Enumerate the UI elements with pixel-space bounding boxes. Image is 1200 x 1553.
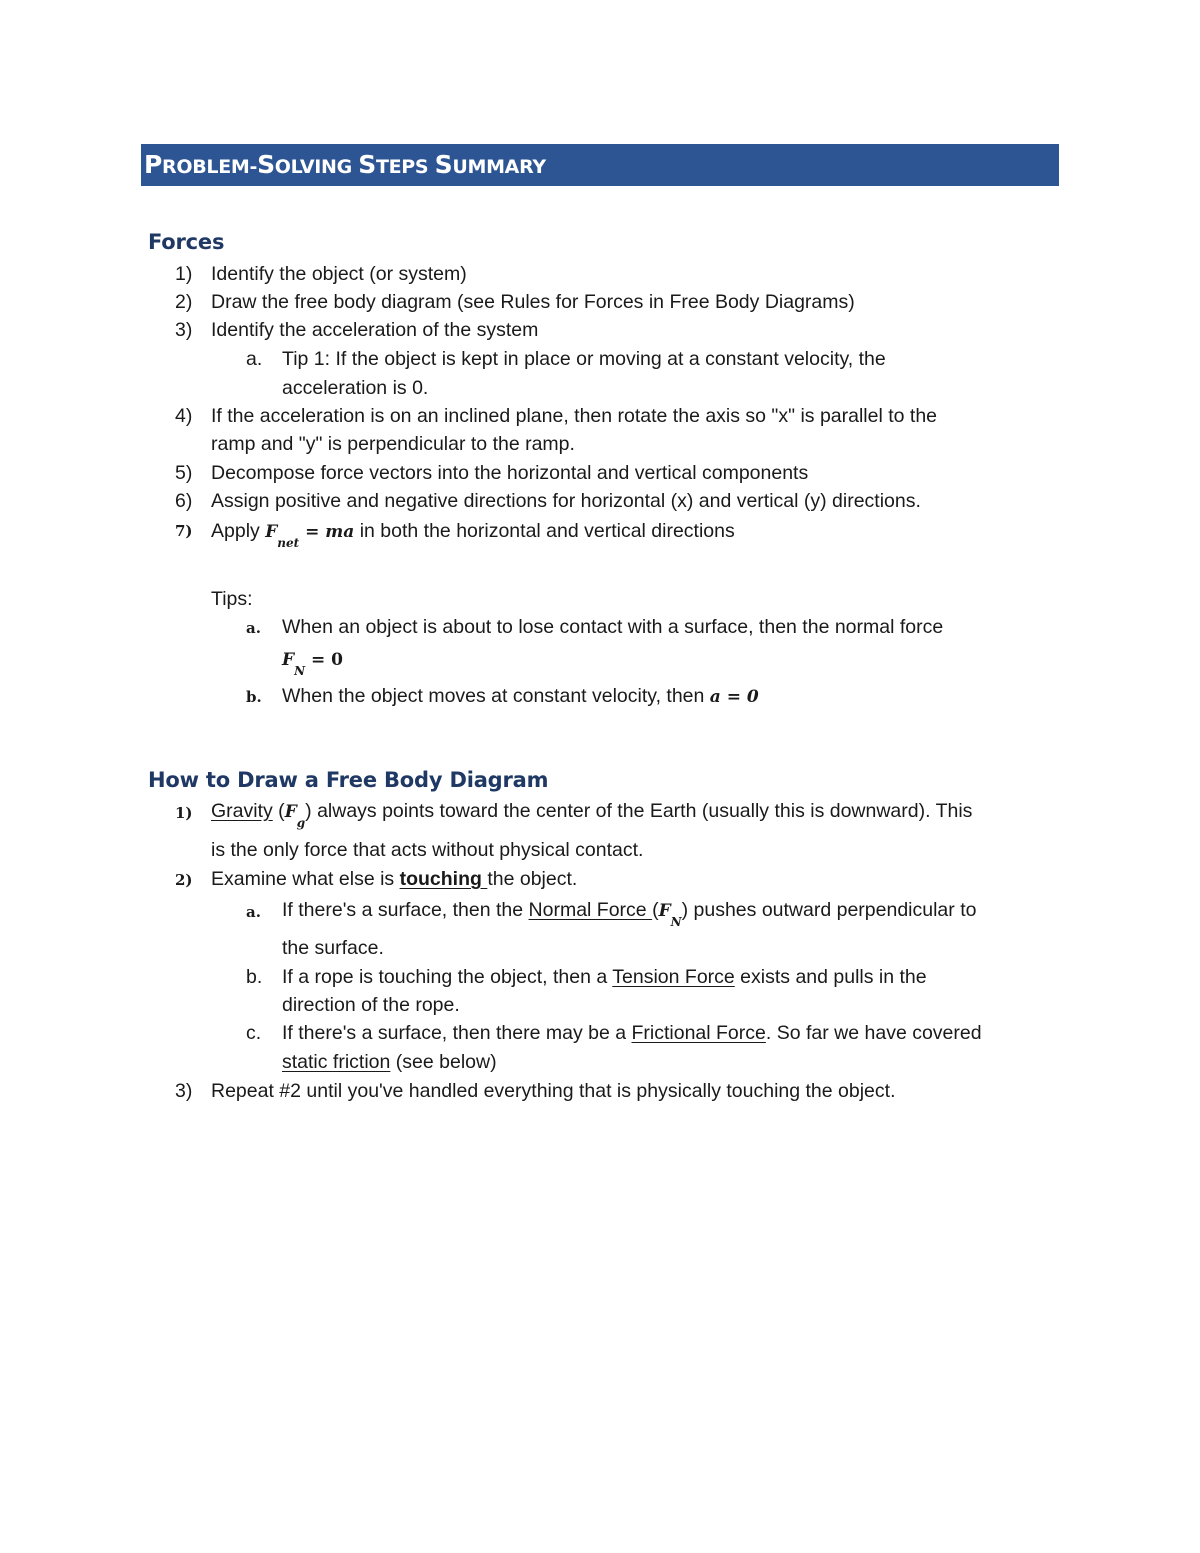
- section-title-banner: [141, 144, 1059, 186]
- substep-text: the surface.: [282, 937, 384, 959]
- substep-text: [282, 1048, 497, 1076]
- text-run: Examine what else is: [211, 868, 400, 890]
- text-run: . So far we have covered: [765, 1022, 982, 1044]
- text-run: If there's a surface, then there may be a: [282, 1022, 632, 1044]
- step-number: 2): [175, 291, 193, 313]
- title-part: S: [358, 150, 376, 179]
- step-text: Identify the object (or system): [211, 263, 467, 285]
- text-run: (see below): [390, 1051, 497, 1073]
- step-text: is the only force that acts without physical contact.: [211, 839, 644, 861]
- substep-text: direction of the rope.: [282, 994, 460, 1016]
- title-part: UMMARY: [452, 156, 546, 178]
- static-friction-link[interactable]: static friction: [282, 1051, 391, 1073]
- text-run: If there's a surface, then the: [282, 899, 529, 921]
- substep-text: [282, 1019, 982, 1047]
- step-text: Repeat #2 until you've handled everything that is physically touching the object.: [211, 1080, 896, 1102]
- step-number: 2): [175, 871, 193, 889]
- step-text: [211, 517, 735, 550]
- step-number: 1): [175, 804, 193, 822]
- step-text: [211, 865, 577, 893]
- math-symbol: F: [658, 901, 671, 921]
- text-run: When the object moves at constant velocity, then: [282, 685, 710, 707]
- emphasis-touching: touching: [399, 868, 488, 890]
- title-part: OLVING: [274, 156, 359, 178]
- math-symbol: F: [282, 650, 295, 670]
- step-number: 4): [175, 405, 193, 427]
- tip-letter: a.: [246, 619, 261, 637]
- gravity-link[interactable]: Gravity: [211, 800, 273, 822]
- step-text: Decompose force vectors into the horizontal and vertical components: [211, 462, 809, 484]
- step-number: 3): [175, 319, 193, 341]
- text-run: ) pushes outward perpendicular to: [681, 899, 977, 921]
- tip-text: [282, 682, 759, 711]
- step-text: Assign positive and negative directions for horizontal (x) and vertical (y) directions.: [211, 490, 921, 512]
- substep-letter: a.: [246, 903, 261, 921]
- tip-math: [282, 645, 343, 678]
- step-text: ramp and "y" is perpendicular to the ramp.: [211, 433, 575, 455]
- frictional-force-link[interactable]: Frictional Force: [631, 1022, 766, 1044]
- substep-text: Tip 1: If the object is kept in place or moving at a constant velocity, the: [282, 348, 886, 370]
- step-text: [211, 797, 973, 830]
- step-text: Identify the acceleration of the system: [211, 319, 539, 341]
- math-symbol: F: [265, 522, 278, 542]
- substep-letter: a.: [246, 348, 263, 370]
- math-subscript: N: [294, 664, 306, 678]
- normal-force-link[interactable]: Normal Force: [528, 899, 653, 921]
- step-number: 1): [175, 263, 193, 285]
- text-run: the object.: [487, 868, 578, 890]
- math-subscript: net: [277, 536, 300, 550]
- math-expression: a = 0: [709, 687, 759, 707]
- text-run: (: [272, 800, 285, 822]
- title-part: S: [434, 150, 453, 179]
- step-text: If the acceleration is on an inclined plane, then rotate the axis so "x" is parallel to the: [211, 405, 938, 427]
- step-number: 6): [175, 490, 193, 512]
- fbd-heading: How to Draw a Free Body Diagram: [148, 768, 549, 792]
- substep-text: [282, 963, 927, 991]
- tension-force-link[interactable]: Tension Force: [612, 966, 735, 988]
- math-subscript: N: [670, 915, 682, 929]
- math-subscript: g: [296, 816, 306, 830]
- tips-label: Tips:: [211, 588, 253, 610]
- text-run: in both the horizontal and vertical directions: [354, 520, 735, 542]
- text-run: ) always points toward the center of the Earth (usually this is downward). This: [305, 800, 973, 822]
- title-part: P: [144, 150, 163, 179]
- substep-letter: b.: [246, 966, 263, 988]
- text-run: exists and pulls in the: [734, 966, 927, 988]
- substep-text: acceleration is 0.: [282, 377, 429, 399]
- forces-heading: Forces: [148, 230, 225, 254]
- title-part: TEPS: [375, 156, 435, 178]
- step-number: 5): [175, 462, 193, 484]
- substep-text: [282, 896, 977, 929]
- math-expression: = ma: [299, 522, 355, 542]
- title-part: S: [257, 150, 275, 179]
- step-number: 7): [175, 522, 193, 540]
- title-part: ROBLEM-: [162, 156, 258, 178]
- step-text: Draw the free body diagram (see Rules for Forces in Free Body Diagrams): [211, 291, 855, 313]
- step-number: 3): [175, 1080, 193, 1102]
- tip-text: When an object is about to lose contact with a surface, then the normal force: [282, 616, 944, 638]
- text-run: (: [652, 899, 659, 921]
- math-symbol: F: [284, 802, 297, 822]
- text-run: If a rope is touching the object, then a: [282, 966, 613, 988]
- substep-letter: c.: [246, 1022, 262, 1044]
- math-expression: = 0: [305, 650, 343, 670]
- tip-letter: b.: [246, 688, 262, 706]
- text-run: Apply: [211, 520, 266, 542]
